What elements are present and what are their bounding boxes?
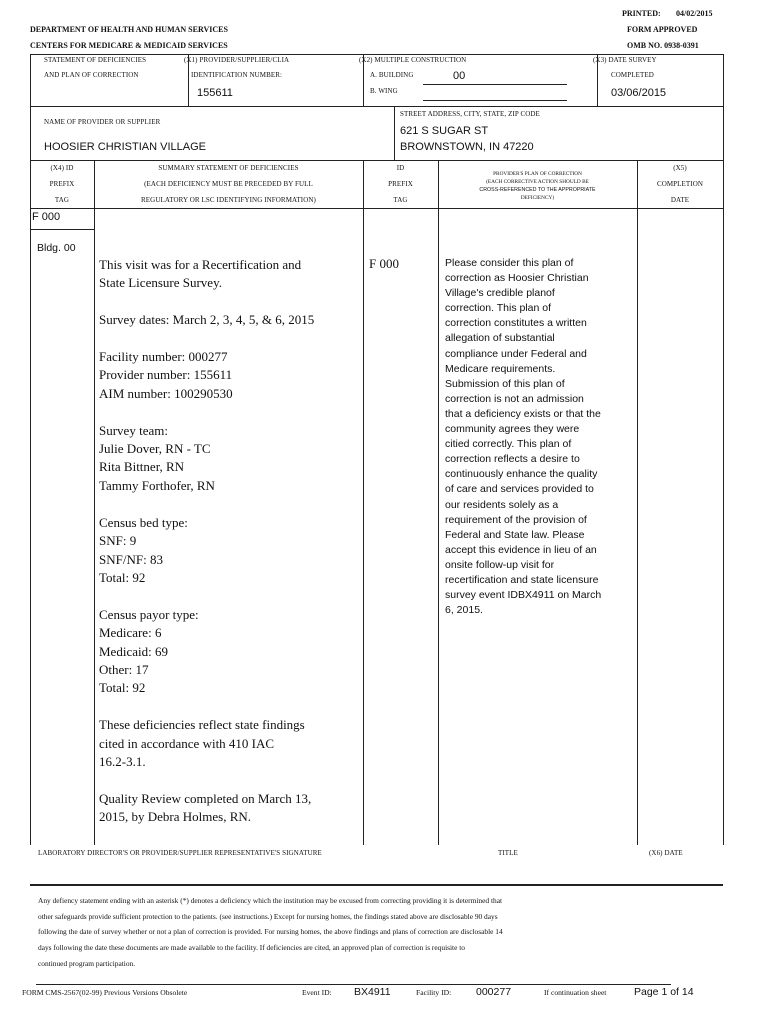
poc-line: requirement of the provision of [445, 513, 587, 526]
continuation-label: If continuation sheet [544, 988, 607, 997]
rule [94, 160, 95, 845]
rule [30, 208, 723, 209]
rule [30, 884, 723, 886]
poc-line: correction. This plan of [445, 302, 552, 315]
poc-line: Please consider this plan of [445, 257, 574, 269]
building-tag: Bldg. 00 [37, 242, 76, 254]
x5-header-3: DATE [670, 196, 690, 204]
poc-line: citied correctly. This plan of [445, 438, 572, 451]
x5-header: (X5) [673, 164, 687, 172]
building-value: 00 [453, 70, 466, 82]
form-number: FORM CMS-2567(02-99) Previous Versions Obsolete [22, 988, 188, 997]
x4-header-2: PREFIX [49, 180, 75, 188]
date-label: (X6) DATE [649, 849, 683, 857]
statement-label-2: AND PLAN OF CORRECTION [44, 71, 139, 79]
x5-header-2: COMPLETION [656, 180, 704, 188]
x2-label: (X2) MULTIPLE CONSTRUCTION [359, 56, 467, 64]
left-tag: F 000 [32, 211, 61, 223]
x1-label-2: IDENTIFICATION NUMBER: [191, 71, 283, 79]
building-label: A. BUILDING [370, 71, 414, 79]
x1-label: (X1) PROVIDER/SUPPLIER/CLIA [184, 56, 290, 64]
address-city: BROWNSTOWN, IN 47220 [400, 141, 534, 153]
disclaimer-line: other safeguards provide sufficient protection to the patients. (see instructions.) Except for nursing homes, the findings stated above are disclosable 90 days [38, 911, 498, 921]
event-id-label: Event ID: [302, 988, 332, 997]
poc-line: correction as Hoosier Christian [445, 272, 589, 285]
disclaimer [38, 893, 503, 972]
plan-of-correction [445, 256, 601, 618]
rule [723, 54, 724, 845]
poc-line: accept this evidence in lieu of an [445, 543, 597, 556]
poc-line: Village's credible planof [445, 287, 555, 300]
id-prefix-tag: F 000 [369, 256, 399, 271]
omb-number: OMB NO. 0938-0391 [627, 41, 699, 50]
disclaimer-line: following the date of survey whether or not a plan of correction is provided. For nursing homes, the above findings and plans of correction are disclosable 14 [38, 927, 503, 937]
poc-line: Federal and State law. Please [445, 528, 585, 541]
poc-line: correction reflects a desire to [445, 453, 580, 466]
poc-header-3: CROSS-REFERENCED TO THE APPROPRIATE [479, 187, 596, 193]
poc-line: Medicare requirements. [445, 362, 556, 375]
poc-line: recertification and state licensure [445, 573, 599, 586]
printed-date: 04/02/2015 [676, 9, 713, 18]
poc-line: continuously enhance the quality [445, 468, 598, 481]
form-approved: FORM APPROVED [627, 25, 698, 34]
building-underline [423, 84, 567, 85]
survey-date: 03/06/2015 [611, 87, 667, 99]
id-header-3: TAG [393, 196, 408, 204]
x4-header-3: TAG [54, 196, 70, 204]
wing-underline [423, 100, 567, 101]
rule [30, 229, 94, 230]
cms-title: CENTERS FOR MEDICARE & MEDICAID SERVICES [30, 41, 228, 50]
summary-header-2: (EACH DEFICIENCY MUST BE PRECEDED BY FULL [144, 180, 313, 188]
summary-header-3: REGULATORY OR LSC IDENTIFYING INFORMATION) [141, 196, 316, 204]
poc-line: allegation of substantial [445, 332, 555, 345]
wing-label: B. WING [370, 87, 398, 95]
summary-header: SUMMARY STATEMENT OF DEFICIENCIES [158, 164, 299, 172]
rule [394, 106, 395, 160]
id-header-2: PREFIX [388, 180, 413, 188]
poc-header-2: (EACH CORRECTIVE ACTION SHOULD BE [486, 179, 589, 185]
facility-id-label: Facility ID: [416, 988, 452, 997]
facility-id: 000277 [476, 986, 512, 998]
printed-label: PRINTED: [622, 9, 661, 18]
id-header: ID [396, 164, 405, 172]
poc-line: community agrees they were [445, 423, 580, 436]
event-id: BX4911 [354, 986, 391, 998]
poc-line: correction is not an admission [445, 392, 584, 405]
rule [30, 160, 723, 161]
rule [30, 54, 31, 845]
poc-header-4: DEFICIENCY) [520, 195, 555, 201]
poc-header: PROVIDER'S PLAN OF CORRECTION [493, 171, 582, 177]
poc-line: compliance under Federal and [445, 347, 587, 360]
summary-statement: This visit was for a Recertification and State Licensure Survey. Survey dates: March 2, 3, 4, 5, & 6, 2015 Facility number: 000277 Provider number: 155611 AIM number: 100290530 Survey team: Julie Dover, RN - TC Rita Bittner, RN Tammy Forthofer, RN Census bed type: SNF: 9 SNF/NF: 83 Total: 92 Census payor type: Medicare: 6 Medicaid: 69 Other: 17 Total: 92 These deficiencies reflect state findings cited in accordance with 410 IAC 16.2-3.1. Quality Review completed on March 13, 2015, by Debra Holmes, RN. [99, 257, 315, 825]
disclaimer-line: continued program participation. [38, 958, 136, 968]
signature-label: LABORATORY DIRECTOR'S OR PROVIDER/SUPPLIER REPRESENTATIVE'S SIGNATURE [38, 849, 322, 857]
poc-line: survey event IDBX4911 on March [445, 589, 602, 602]
provider-name-label: NAME OF PROVIDER OR SUPPLIER [44, 118, 161, 126]
poc-line: Submission of this plan of [445, 377, 565, 390]
rule [637, 160, 638, 845]
provider-id: 155611 [197, 87, 233, 99]
rule [30, 54, 723, 55]
poc-line: that a deficiency exists or that the [445, 407, 601, 420]
provider-name: HOOSIER CHRISTIAN VILLAGE [44, 141, 206, 153]
poc-line: of care and services provided to [445, 483, 594, 496]
poc-line: onsite follow-up visit for [445, 558, 555, 571]
x4-header: (X4) ID [50, 164, 74, 172]
address-label: STREET ADDRESS, CITY, STATE, ZIP CODE [400, 110, 540, 118]
disclaimer-line: Any defiency statement ending with an asterisk (*) denotes a deficiency which the institution may be excused from correcting providing it is determined that [38, 896, 503, 905]
rule [363, 160, 364, 845]
x3-label-2: COMPLETED [611, 71, 654, 79]
rule [438, 160, 439, 845]
poc-line: our residents solely as a [445, 498, 559, 511]
statement-label: STATEMENT OF DEFICIENCIES [44, 56, 147, 64]
address-street: 621 S SUGAR ST [400, 125, 489, 137]
department-title: DEPARTMENT OF HEALTH AND HUMAN SERVICES [30, 25, 228, 34]
disclaimer-line: days following the date these documents are made available to the facility. If deficiencies are cited, an approved plan of correction is requisite to [38, 943, 465, 953]
page-number: Page 1 of 14 [634, 986, 694, 998]
x3-label: (X3) DATE SURVEY [593, 56, 657, 64]
rule [36, 984, 671, 985]
rule [30, 106, 723, 107]
poc-line: 6, 2015. [445, 604, 483, 617]
poc-line: correction constitutes a written [445, 317, 587, 330]
title-label: TITLE [498, 849, 518, 857]
